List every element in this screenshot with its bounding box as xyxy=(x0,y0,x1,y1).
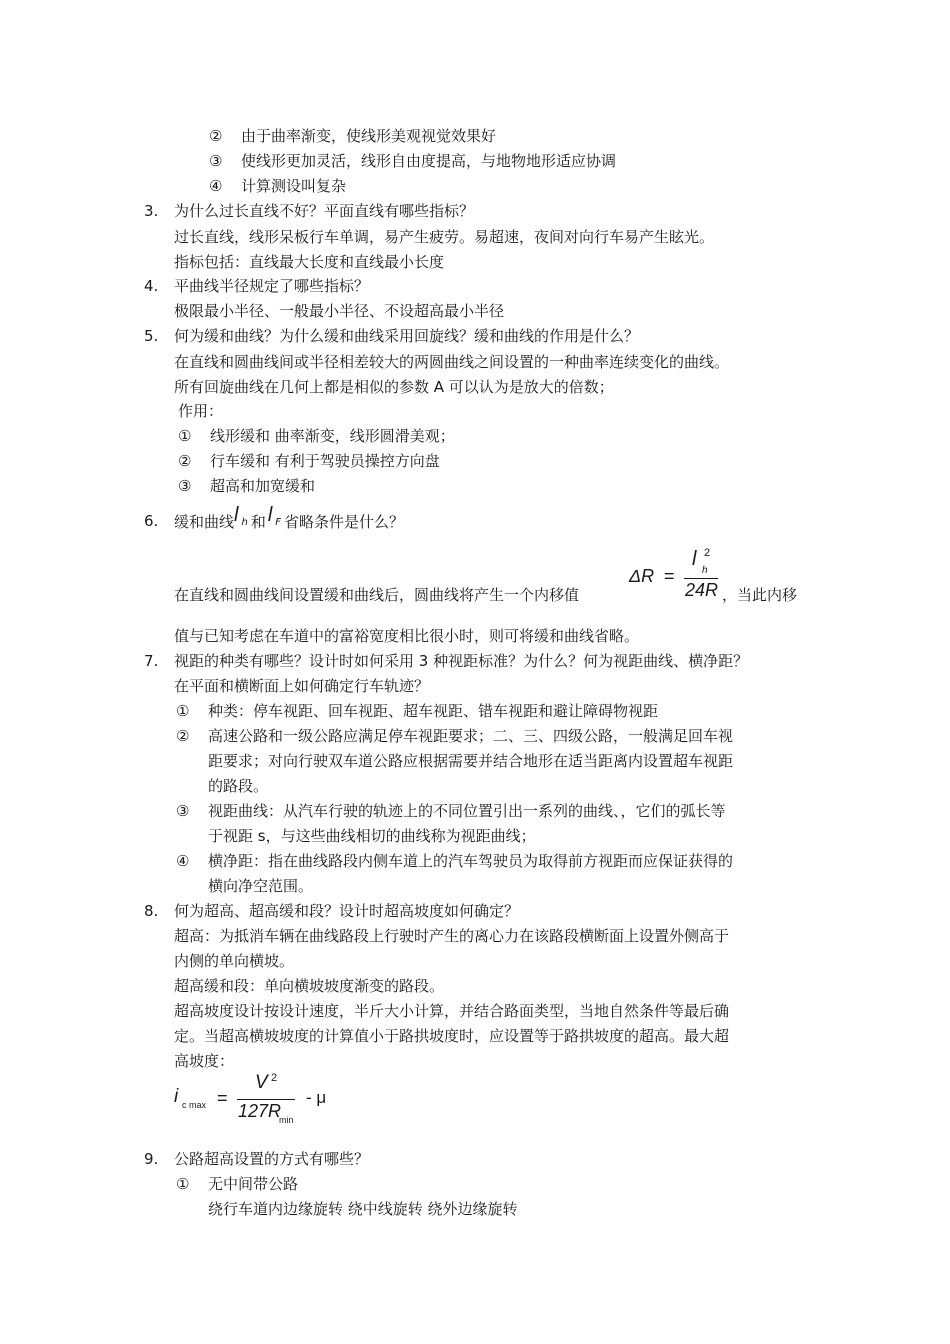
question-part: 缓和曲线 xyxy=(174,513,235,531)
formula-superscript: 2 xyxy=(271,1072,278,1084)
list-item-continuation: 横向净空范围。 xyxy=(208,877,314,895)
question-number: 4. xyxy=(144,277,159,295)
list-item-text: 使线形更加灵活，线形自由度提高，与地物地形适应协调 xyxy=(241,152,617,170)
question-text xyxy=(174,504,405,537)
question-number: 6. xyxy=(144,512,159,530)
role-label: 作用： xyxy=(178,402,224,420)
symbol-l: l xyxy=(267,504,273,526)
question-text: 为什么过长直线不好？平面直线有哪些指标？ xyxy=(174,202,475,220)
list-item xyxy=(178,424,455,448)
formula-subscript: c max xyxy=(182,1100,207,1110)
answer-text: 内侧的单向横坡。 xyxy=(174,952,295,970)
formula-equals: = xyxy=(217,1088,228,1108)
list-marker: ① xyxy=(176,1175,190,1193)
list-item xyxy=(209,149,616,173)
list-marker: ② xyxy=(178,452,192,470)
answer-text: 超高缓和段：单向横坡坡度渐变的路段。 xyxy=(174,977,445,995)
formula-numerator: l xyxy=(692,548,697,570)
list-marker: ③ xyxy=(176,802,190,820)
list-marker: ② xyxy=(176,727,190,745)
list-item xyxy=(178,474,315,498)
question-part: 和 xyxy=(250,513,266,531)
list-item xyxy=(209,124,496,148)
list-item-text: 横净距：指在曲线路段内侧车道上的汽车驾驶员为取得前方视距而应保证获得的 xyxy=(208,852,734,870)
question-text: 公路超高设置的方式有哪些？ xyxy=(174,1150,370,1168)
question-text: 何为缓和曲线？为什么缓和曲线采用回旋线？缓和曲线的作用是什么？ xyxy=(174,327,640,345)
answer-text: 在直线和圆曲线间设置缓和曲线后，圆曲线将产生一个内移值 xyxy=(174,586,580,604)
list-marker: ④ xyxy=(176,852,190,870)
formula-denominator: 24R xyxy=(685,580,719,600)
symbol-l: l xyxy=(234,504,239,526)
answer-text: 指标包括：直线最大长度和直线最小长度 xyxy=(174,253,445,271)
question-text: 何为超高、超高缓和段？设计时超高坡度如何确定？ xyxy=(174,902,520,920)
list-item-text: 视距曲线：从汽车行驶的轨迹上的不同位置引出一系列的曲线、，它们的弧长等 xyxy=(208,802,726,820)
formula-equals: = xyxy=(664,566,675,586)
list-item-text: 由于曲率渐变，使线形美观视觉效果好 xyxy=(241,127,497,145)
list-item-continuation: 的路段。 xyxy=(208,777,269,795)
list-marker: ③ xyxy=(209,152,223,170)
fraction-bar xyxy=(237,1099,295,1100)
list-marker: ① xyxy=(178,427,192,445)
question-text: 平曲线半径规定了哪些指标？ xyxy=(174,277,370,295)
question-text: 在平面和横断面上如何确定行车轨迹？ xyxy=(174,677,430,695)
formula-numerator: V xyxy=(255,1072,268,1093)
symbol-subscript: h xyxy=(241,517,248,528)
list-item-continuation: 绕行车道内边缘旋转 绕中线旋转 绕外边缘旋转 xyxy=(208,1200,518,1218)
formula-lhs: ΔR xyxy=(629,566,655,586)
fraction-bar xyxy=(684,578,718,579)
symbol-subscript: F xyxy=(275,517,282,528)
formula-subscript: min xyxy=(279,1115,294,1125)
list-item-text: 计算测设叫复杂 xyxy=(241,177,347,195)
question-part: 省略条件是什么？ xyxy=(284,513,405,531)
list-item-text: 行车缓和 有利于驾驶员操控方向盘 xyxy=(210,452,440,470)
answer-text: 超高坡度设计按设计速度，半斤大小计算，并结合路面类型，当地自然条件等最后确 xyxy=(174,1002,730,1020)
list-item xyxy=(176,799,726,823)
formula-subscript: h xyxy=(702,565,708,576)
list-item-text: 种类：停车视距、回车视距、超车视距、错车视距和避让障碍物视距 xyxy=(208,702,659,720)
list-item-text: 无中间带公路 xyxy=(208,1175,299,1193)
list-item xyxy=(176,699,658,723)
formula-tail: - μ xyxy=(306,1088,327,1107)
question-text: 视距的种类有哪些？设计时如何采用 3 种视距标准？为什么？何为视距曲线、横净距？ xyxy=(174,652,749,670)
question-number: 9. xyxy=(144,1150,159,1168)
list-item xyxy=(178,449,440,473)
list-item-text: 线形缓和 曲率渐变，线形圆滑美观； xyxy=(210,427,455,445)
answer-text: 在直线和圆曲线间或半径相差较大的两圆曲线之间设置的一种曲率连续变化的曲线。 xyxy=(174,353,730,371)
list-item-text: 高速公路和一级公路应满足停车视距要求；二、三、四级公路，一般满足回车视 xyxy=(208,727,734,745)
list-marker: ③ xyxy=(178,477,192,495)
question-number: 5. xyxy=(144,327,159,345)
answer-text: 过长直线，线形呆板行车单调，易产生疲劳。易超速，夜间对向行车易产生眩光。 xyxy=(174,228,715,246)
list-marker: ④ xyxy=(209,177,223,195)
question-number: 3. xyxy=(144,202,159,220)
answer-text: 定。当超高横坡坡度的计算值小于路拱坡度时，应设置等于路拱坡度的超高。最大超 xyxy=(174,1027,730,1045)
list-item xyxy=(176,1172,298,1196)
answer-text: 值与已知考虑在车道中的富裕宽度相比很小时，则可将缓和曲线省略。 xyxy=(174,627,640,645)
answer-text: 极限最小半径、一般最小半径、不设超高最小半径 xyxy=(174,302,505,320)
answer-text: 所有回旋曲线在几何上都是相似的参数 A 可以认为是放大的倍数； xyxy=(174,378,614,396)
question-number: 7. xyxy=(144,652,159,670)
question-number: 8. xyxy=(144,902,159,920)
answer-text: 高坡度： xyxy=(174,1052,235,1070)
list-item xyxy=(176,724,733,748)
answer-text: ，当此内移 xyxy=(722,586,798,604)
formula-denominator: 127R xyxy=(238,1101,282,1121)
list-item xyxy=(176,849,733,873)
list-marker: ① xyxy=(176,702,190,720)
formula-lhs: i xyxy=(174,1086,179,1107)
list-marker: ② xyxy=(209,127,223,145)
list-item xyxy=(209,174,346,198)
answer-text: 超高：为抵消车辆在曲线路段上行驶时产生的离心力在该路段横断面上设置外侧高于 xyxy=(174,927,730,945)
list-item-continuation: 距要求；对向行驶双车道公路应根据需要并结合地形在适当距离内设置超车视距 xyxy=(208,752,734,770)
list-item-continuation: 于视距 s，与这些曲线相切的曲线称为视距曲线； xyxy=(208,827,536,845)
list-item-text: 超高和加宽缓和 xyxy=(210,477,316,495)
formula-superscript: 2 xyxy=(704,547,711,559)
